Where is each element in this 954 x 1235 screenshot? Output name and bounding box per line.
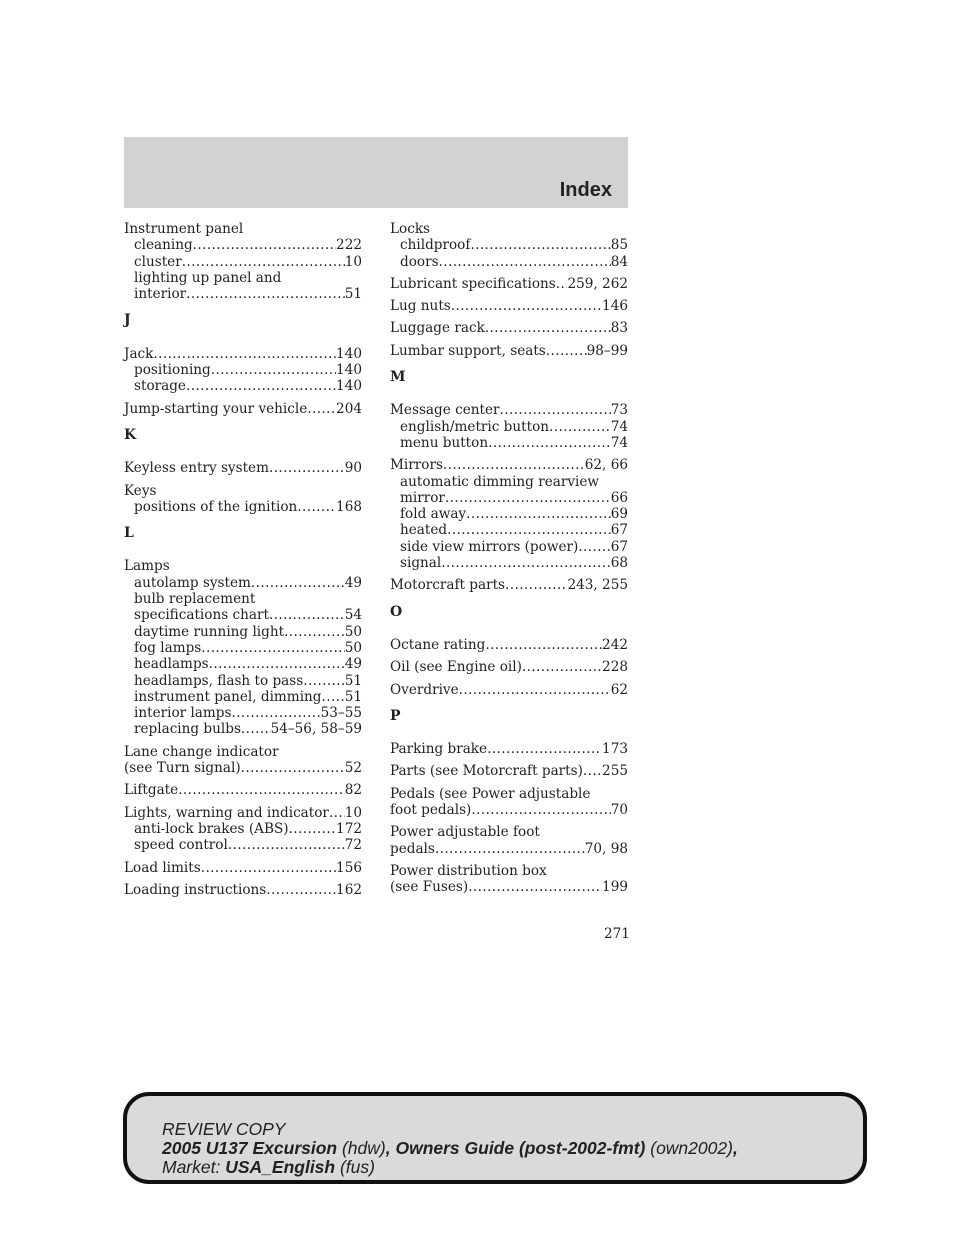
entry-text: Power distribution box bbox=[390, 862, 547, 879]
entry-text: replacing bulbs bbox=[134, 721, 241, 738]
index-entry bbox=[124, 558, 362, 737]
index-letter-heading: M bbox=[390, 369, 406, 386]
index-entry bbox=[124, 483, 362, 516]
page-title: Index bbox=[559, 179, 612, 201]
entry-text: headlamps bbox=[134, 656, 209, 673]
index-subentry bbox=[390, 237, 628, 253]
index-entry-line bbox=[124, 483, 362, 499]
review-copy-box bbox=[123, 1092, 867, 1184]
index-subentry bbox=[124, 705, 362, 721]
page-ref: 66 bbox=[610, 489, 628, 506]
entry-text: daytime running light bbox=[134, 623, 285, 640]
entry-text: Power adjustable foot bbox=[390, 824, 540, 841]
page-ref: 146 bbox=[602, 298, 628, 315]
index-entry bbox=[124, 782, 362, 798]
entry-text: Lumbar support, seats bbox=[390, 342, 546, 359]
page-ref: 68 bbox=[610, 555, 628, 572]
page-ref: 243, 255 bbox=[567, 577, 628, 594]
index-entry-line bbox=[390, 298, 628, 314]
page-ref: 67 bbox=[610, 538, 628, 555]
index-subentry bbox=[390, 419, 628, 435]
dot-leader bbox=[284, 624, 345, 640]
index-entry bbox=[124, 882, 362, 898]
entry-text: english/metric button bbox=[400, 418, 550, 435]
index-entry bbox=[390, 659, 628, 675]
entry-text: Motorcraft parts bbox=[390, 577, 506, 594]
dot-leader bbox=[251, 575, 345, 591]
page-ref: 49 bbox=[344, 656, 362, 673]
dot-leader bbox=[297, 499, 336, 515]
dot-leader bbox=[435, 841, 585, 857]
index-column-right bbox=[390, 221, 628, 902]
index-entry bbox=[390, 824, 628, 857]
index-entry-line bbox=[390, 786, 628, 802]
index-letter-heading: J bbox=[124, 312, 131, 329]
dot-leader bbox=[546, 343, 587, 359]
index-entry-line bbox=[390, 276, 628, 292]
dot-leader bbox=[439, 254, 611, 270]
index-entry bbox=[124, 860, 362, 876]
entry-text: specifications chart bbox=[134, 607, 269, 624]
index-entry-line bbox=[390, 802, 628, 818]
entry-text: Overdrive bbox=[390, 681, 459, 698]
page-ref: 173 bbox=[602, 741, 628, 758]
index-entry-line bbox=[390, 343, 628, 359]
index-entry-line bbox=[390, 879, 628, 895]
page-ref: 242 bbox=[602, 636, 628, 653]
entry-text: Parts (see Motorcraft parts) bbox=[390, 763, 583, 780]
entry-text: childproof bbox=[400, 237, 471, 254]
page-number: 271 bbox=[604, 926, 630, 942]
entry-text: mirror bbox=[400, 489, 445, 506]
dot-leader bbox=[228, 837, 345, 853]
index-entry bbox=[390, 298, 628, 314]
entry-text: Keys bbox=[124, 482, 157, 499]
page-ref: 49 bbox=[344, 574, 362, 591]
page-ref: 50 bbox=[344, 623, 362, 640]
dot-leader bbox=[231, 705, 320, 721]
dot-leader bbox=[445, 490, 611, 506]
entry-text: automatic dimming rearview bbox=[400, 473, 600, 490]
page-ref: 255 bbox=[602, 763, 628, 780]
entry-text: foot pedals) bbox=[390, 802, 472, 819]
index-entry bbox=[390, 637, 628, 653]
dot-leader bbox=[485, 320, 611, 336]
dot-leader bbox=[522, 659, 602, 675]
index-subentry bbox=[124, 624, 362, 640]
dot-leader bbox=[186, 286, 345, 302]
entry-text: pedals bbox=[390, 840, 435, 857]
index-letter-heading: L bbox=[124, 525, 134, 542]
index-subentry bbox=[124, 362, 362, 378]
entry-text: Octane rating bbox=[390, 636, 486, 653]
dot-leader bbox=[466, 506, 611, 522]
index-subentry bbox=[390, 522, 628, 538]
entry-text: Oil (see Engine oil) bbox=[390, 659, 522, 676]
index-entry-line bbox=[124, 221, 362, 237]
index-subentry bbox=[390, 474, 628, 490]
entry-text: Jack bbox=[124, 345, 154, 362]
page-ref: 51 bbox=[344, 672, 362, 689]
index-entry-line bbox=[390, 402, 628, 418]
index-subentry bbox=[390, 555, 628, 571]
entry-text: cluster bbox=[134, 253, 182, 270]
index-column-left bbox=[124, 221, 362, 904]
index-entry bbox=[390, 221, 628, 270]
index-entry-line bbox=[390, 863, 628, 879]
page-ref: 70, 98 bbox=[584, 840, 628, 857]
entry-text: fold away bbox=[400, 506, 467, 523]
index-entry-line bbox=[124, 744, 362, 760]
dot-leader bbox=[322, 689, 345, 705]
page-ref: 222 bbox=[336, 237, 362, 254]
index-entry-line bbox=[390, 320, 628, 336]
dot-leader bbox=[178, 782, 345, 798]
index-subentry bbox=[124, 378, 362, 394]
index-entry-line bbox=[390, 841, 628, 857]
page-ref: 84 bbox=[610, 253, 628, 270]
index-entry bbox=[390, 402, 628, 451]
index-subentry bbox=[124, 640, 362, 656]
dot-leader bbox=[266, 882, 336, 898]
index-entry-line bbox=[124, 460, 362, 476]
index-subentry bbox=[390, 490, 628, 506]
separator: , bbox=[385, 1138, 396, 1158]
dot-leader bbox=[241, 760, 345, 776]
index-subentry bbox=[124, 575, 362, 591]
page-ref: 52 bbox=[344, 760, 362, 777]
entry-text: Pedals (see Power adjustable bbox=[390, 785, 591, 802]
dot-leader bbox=[269, 460, 345, 476]
index-entry bbox=[124, 401, 362, 417]
page-ref: 62 bbox=[610, 681, 628, 698]
guide-code: (own2002) bbox=[645, 1138, 733, 1158]
page-ref: 54–56, 58–59 bbox=[270, 721, 362, 738]
entry-text: (see Fuses) bbox=[390, 879, 469, 896]
dot-leader bbox=[468, 879, 602, 895]
index-entry bbox=[390, 343, 628, 359]
page-ref: 162 bbox=[336, 881, 362, 898]
index-entry-line bbox=[124, 805, 362, 821]
page-ref: 51 bbox=[344, 688, 362, 705]
index-entry-line bbox=[390, 457, 628, 473]
entry-text: (see Turn signal) bbox=[124, 760, 241, 777]
page-ref: 69 bbox=[610, 506, 628, 523]
index-entry-line bbox=[124, 760, 362, 776]
index-subentry bbox=[124, 254, 362, 270]
page-ref: 72 bbox=[344, 837, 362, 854]
index-subentry bbox=[124, 591, 362, 607]
page-ref: 83 bbox=[610, 320, 628, 337]
entry-text: headlamps, flash to pass bbox=[134, 672, 304, 689]
market-code: (fus) bbox=[335, 1157, 375, 1177]
index-entry-line bbox=[390, 637, 628, 653]
index-entry-line bbox=[390, 741, 628, 757]
entry-text: Loading instructions bbox=[124, 881, 267, 898]
dot-leader bbox=[201, 640, 344, 656]
index-subentry bbox=[124, 837, 362, 853]
entry-text: Instrument panel bbox=[124, 221, 244, 237]
page-ref: 51 bbox=[344, 286, 362, 303]
dot-leader bbox=[447, 522, 611, 538]
entry-text: Message center bbox=[390, 402, 500, 419]
entry-text: doors bbox=[400, 253, 439, 270]
index-entry-line bbox=[390, 682, 628, 698]
index-entry bbox=[390, 276, 628, 292]
entry-text: Locks bbox=[390, 221, 431, 237]
index-subentry bbox=[124, 821, 362, 837]
page-ref: 204 bbox=[336, 400, 362, 417]
index-entry bbox=[124, 460, 362, 476]
entry-text: lighting up panel and bbox=[134, 269, 282, 286]
page-ref: 50 bbox=[344, 639, 362, 656]
page-ref: 172 bbox=[336, 820, 362, 837]
index-entry bbox=[390, 741, 628, 757]
index-subentry bbox=[124, 656, 362, 672]
index-subentry bbox=[124, 270, 362, 286]
index-subentry bbox=[390, 435, 628, 451]
page-ref: 53–55 bbox=[320, 705, 362, 722]
entry-text: positioning bbox=[134, 362, 211, 379]
entry-text: cleaning bbox=[134, 237, 193, 254]
page-ref: 85 bbox=[610, 237, 628, 254]
page-ref: 140 bbox=[336, 378, 362, 395]
page-ref: 73 bbox=[610, 402, 628, 419]
page-ref: 90 bbox=[344, 460, 362, 477]
page-ref: 10 bbox=[344, 253, 362, 270]
dot-leader bbox=[289, 821, 336, 837]
index-entry bbox=[390, 763, 628, 779]
dot-leader bbox=[209, 656, 345, 672]
market-label: Market: bbox=[162, 1157, 226, 1177]
index-letter-heading: O bbox=[390, 603, 403, 620]
page-ref: 228 bbox=[602, 659, 628, 676]
dot-leader bbox=[153, 346, 336, 362]
entry-text: Load limits bbox=[124, 859, 201, 876]
index-entry bbox=[390, 863, 628, 896]
page-ref: 74 bbox=[610, 434, 628, 451]
entry-text: Lubricant specifications bbox=[390, 275, 556, 292]
index-entry-line bbox=[124, 782, 362, 798]
dot-leader bbox=[459, 682, 611, 698]
index-subentry bbox=[124, 673, 362, 689]
document-info-line bbox=[162, 1139, 738, 1158]
dot-leader bbox=[303, 673, 344, 689]
index-entry-line bbox=[124, 558, 362, 574]
dot-leader bbox=[549, 419, 611, 435]
dot-leader bbox=[269, 607, 345, 623]
entry-text: Luggage rack bbox=[390, 320, 485, 337]
page-ref: 70 bbox=[610, 802, 628, 819]
index-entry-line bbox=[390, 763, 628, 779]
market-name: USA_English bbox=[225, 1157, 336, 1177]
dot-leader bbox=[583, 763, 602, 779]
dot-leader bbox=[470, 237, 610, 253]
dot-leader bbox=[485, 637, 602, 653]
entry-text: menu button bbox=[400, 434, 489, 451]
page-ref: 156 bbox=[336, 859, 362, 876]
index-subentry bbox=[124, 689, 362, 705]
index-subentry bbox=[390, 539, 628, 555]
page-ref: 74 bbox=[610, 418, 628, 435]
page-ref: 199 bbox=[602, 879, 628, 896]
dot-leader bbox=[471, 802, 610, 818]
dot-leader bbox=[211, 362, 336, 378]
model-name: 2005 U137 Excursion bbox=[162, 1138, 338, 1158]
entry-text: heated bbox=[400, 522, 448, 539]
dot-leader bbox=[488, 435, 611, 451]
dot-leader bbox=[201, 860, 336, 876]
entry-text: Liftgate bbox=[124, 782, 179, 799]
dot-leader bbox=[193, 237, 336, 253]
index-subentry bbox=[124, 607, 362, 623]
index-subentry bbox=[390, 506, 628, 522]
entry-text: positions of the ignition bbox=[134, 498, 298, 515]
index-subentry bbox=[124, 721, 362, 737]
entry-text: Mirrors bbox=[390, 457, 443, 474]
index-entry bbox=[124, 346, 362, 395]
index-entry bbox=[390, 320, 628, 336]
index-subentry bbox=[124, 237, 362, 253]
index-entry-line bbox=[124, 882, 362, 898]
page-ref: 140 bbox=[336, 362, 362, 379]
dot-leader bbox=[182, 254, 345, 270]
review-copy-label: REVIEW COPY bbox=[162, 1119, 286, 1139]
model-code: (hdw) bbox=[337, 1138, 386, 1158]
dot-leader bbox=[443, 457, 585, 473]
entry-text: Jump-starting your vehicle bbox=[124, 400, 308, 417]
index-entry bbox=[124, 744, 362, 777]
index-entry-line bbox=[124, 860, 362, 876]
dot-leader bbox=[186, 378, 336, 394]
page-ref: 140 bbox=[336, 345, 362, 362]
dot-leader bbox=[500, 402, 611, 418]
page-ref: 98–99 bbox=[586, 342, 628, 359]
dot-leader bbox=[241, 721, 271, 737]
page-ref: 259, 262 bbox=[567, 275, 628, 292]
index-entry bbox=[390, 682, 628, 698]
entry-text: Keyless entry system bbox=[124, 460, 269, 477]
entry-text: signal bbox=[400, 555, 442, 572]
index-entry bbox=[390, 786, 628, 819]
index-entry bbox=[124, 221, 362, 302]
entry-text: autolamp system bbox=[134, 574, 251, 591]
dot-leader bbox=[505, 577, 567, 593]
index-entry-line bbox=[124, 346, 362, 362]
index-entry bbox=[390, 457, 628, 571]
index-entry-line bbox=[390, 659, 628, 675]
index-subentry bbox=[390, 254, 628, 270]
page-ref: 10 bbox=[344, 804, 362, 821]
entry-text: fog lamps bbox=[134, 639, 202, 656]
page-ref: 54 bbox=[344, 607, 362, 624]
page-ref: 62, 66 bbox=[584, 457, 628, 474]
index-subentry bbox=[124, 286, 362, 302]
index-entry-line bbox=[390, 824, 628, 840]
dot-leader bbox=[487, 741, 602, 757]
index-entry bbox=[390, 577, 628, 593]
page-ref: 168 bbox=[336, 498, 362, 515]
page-ref: 82 bbox=[344, 782, 362, 799]
entry-text: storage bbox=[134, 378, 186, 395]
index-entry-line bbox=[390, 577, 628, 593]
dot-leader bbox=[329, 805, 345, 821]
entry-text: speed control bbox=[134, 837, 228, 854]
market-line bbox=[162, 1158, 738, 1177]
index-entry-line bbox=[124, 401, 362, 417]
page-ref: 67 bbox=[610, 522, 628, 539]
index-letter-heading: K bbox=[124, 426, 137, 443]
entry-text: Lights, warning and indicator bbox=[124, 804, 329, 821]
dot-leader bbox=[578, 539, 610, 555]
index-entry-line bbox=[390, 221, 628, 237]
index-subentry bbox=[124, 499, 362, 515]
dot-leader bbox=[556, 276, 568, 292]
entry-text: interior bbox=[134, 286, 187, 303]
entry-text: anti-lock brakes (ABS) bbox=[134, 820, 289, 837]
index-header-band bbox=[124, 137, 628, 208]
entry-text: instrument panel, dimming bbox=[134, 688, 322, 705]
entry-text: Parking brake bbox=[390, 741, 488, 758]
index-letter-heading: P bbox=[390, 707, 401, 724]
entry-text: side view mirrors (power) bbox=[400, 538, 579, 555]
dot-leader bbox=[451, 298, 602, 314]
separator-comma: , bbox=[732, 1138, 738, 1158]
entry-text: Lane change indicator bbox=[124, 743, 279, 760]
dot-leader bbox=[307, 401, 336, 417]
index-entry bbox=[124, 805, 362, 854]
dot-leader bbox=[441, 555, 610, 571]
entry-text: interior lamps bbox=[134, 705, 232, 722]
entry-text: bulb replacement bbox=[134, 591, 256, 608]
entry-text: Lamps bbox=[124, 558, 170, 575]
guide-name: Owners Guide (post-2002-fmt) bbox=[395, 1138, 646, 1158]
entry-text: Lug nuts bbox=[390, 298, 451, 315]
